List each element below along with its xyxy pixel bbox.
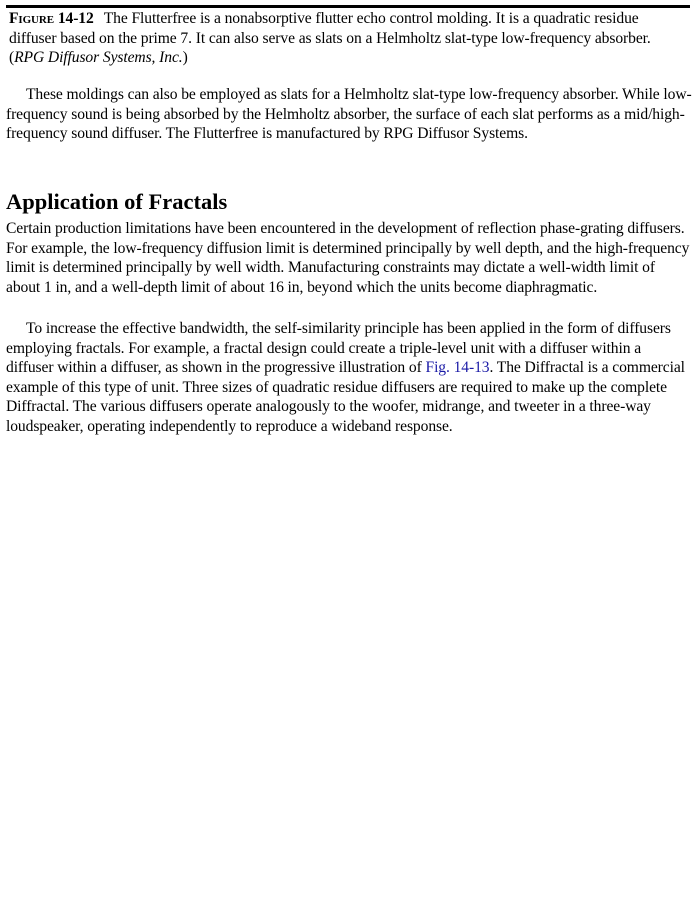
body-paragraph-2-text: Certain production limitations have been encountered in the development of reflection phase-grating diffusers. For example, the low-frequency diffusion limit is determined principally by well depth, and the high-frequency limit is determined principally by well width. Manufacturing constraints may dictate a well-width limit of about 1 in, and a well-depth limit of about 16 in, beyond which the units become diaphragmatic. (6, 220, 690, 296)
section-heading: Application of Fractals (6, 189, 228, 214)
figure-label (9, 10, 94, 27)
body-paragraph-2 (6, 219, 692, 297)
figure-14-13-link[interactable]: Fig. 14-13 (425, 359, 490, 377)
body-paragraph-1 (6, 85, 692, 144)
body-paragraph-3-text-before: To increase the effective bandwidth, the self-similarity principle has been applied in the form of diffusers employing fractals. For example, a fractal design could create a triple-level unit with a diffuser within a diffuser within a diffuser, as shown in the progressive illustration of (6, 320, 671, 377)
body-paragraph-1-text: These moldings can also be employed as slats for a Helmholtz slat-type low-frequency absorber. While low-frequency sound is being absorbed by the Helmholtz absorber, the surface of each slat performs as a mid/high-frequency sound diffuser. The Flutterfree is manufactured by RPG Diffusor Systems. (6, 86, 692, 143)
figure-caption-credit: RPG Diffusor Systems, Inc. (14, 49, 183, 67)
body-paragraph-3-text-after: . The Diffractal is a commercial example of this type of unit. Three sizes of quadratic residue diffusers are required to make up the complete Diffractal. The various diffusers operate analogously to the woofer, midrange, and tweeter in a three-way loudspeaker, operating independently to reproduce a wideband response. (6, 359, 685, 435)
figure-label-number: 14-12 (57, 10, 94, 27)
figure-label-word: Figure (9, 10, 54, 27)
figure-caption-close: ) (182, 49, 188, 67)
body-paragraph-3 (6, 319, 692, 437)
figure-caption (9, 9, 689, 68)
figure-caption-text: The Flutterfree is a nonabsorptive flutter echo control molding. It is a quadratic residue diffuser based on the prime 7. It can also serve as slats on a Helmholtz slat-type low-frequency absorber. ( (9, 10, 651, 67)
caption-top-rule (6, 5, 690, 8)
